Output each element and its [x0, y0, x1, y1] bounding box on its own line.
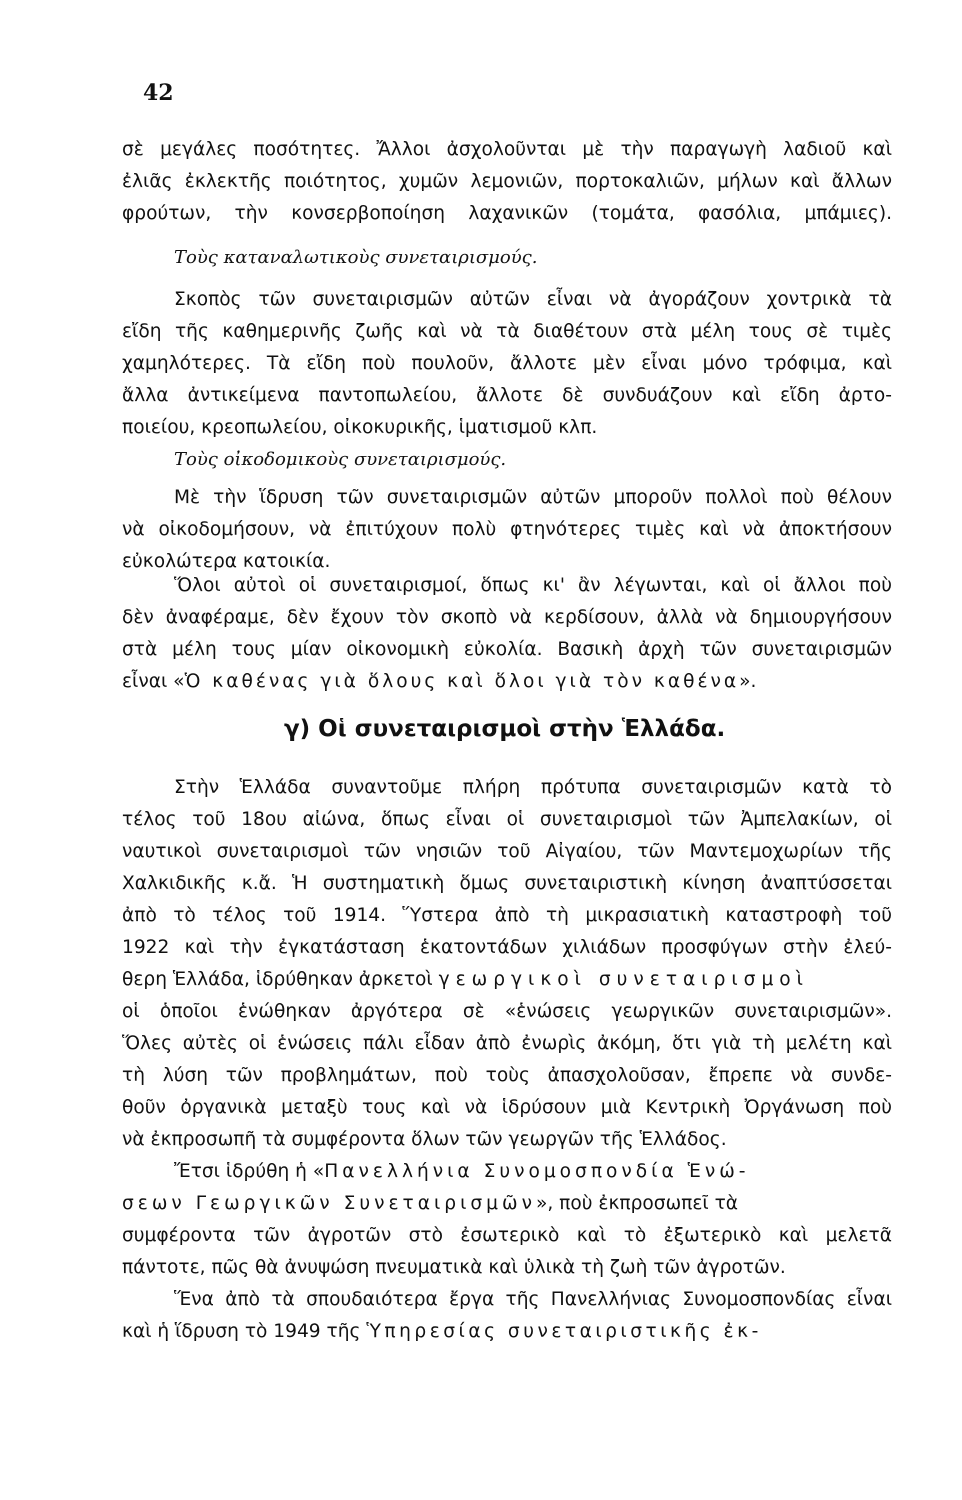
- text-line: χαμηλότερες. Τὰ εἴδη ποὺ πουλοῦν, ἄλλοτε μὲν εἶναι μόνο τρόφιμα, καὶ: [122, 353, 892, 374]
- text-fragment: θερη Ἑλλάδα, ἱδρύθηκαν ἀρκετοὶ: [122, 969, 439, 990]
- text-line: στὰ μέλη τους μίαν οἰκονομικὴ εὐκολία. Βασικὴ ἀρχὴ τῶν συνεταιρισμῶν: [122, 639, 892, 660]
- text-line: συμφέροντα τῶν ἀγροτῶν στὸ ἐσωτερικὸ καὶ τὸ ἐξωτερικὸ καὶ μελετᾶ: [122, 1225, 892, 1246]
- text-line: Σκοπὸς τῶν συνεταιρισμῶν αὐτῶν εἶναι νὰ ἀγοράζουν χοντρικὰ τὰ: [174, 289, 892, 310]
- spaced-text: Πανελλήνια Συνομοσπονδία Ἑνώ-: [324, 1161, 750, 1182]
- text-line: ναυτικοὶ συνεταιρισμοὶ τῶν νησιῶν τοῦ Αἰγαίου, τῶν Μαντεμοχωρίων τῆς: [122, 841, 892, 862]
- text-line: Ὅλοι αὐτοὶ οἱ συνεταιρισμοί, ὅπως κι' ἂν λέγωνται, καὶ οἱ ἄλλοι ποὺ: [174, 575, 892, 596]
- text-line: Ὅλες αὐτὲς οἱ ἑνώσεις πάλι εἶδαν ἀπὸ ἐνωρὶς ἀκόμη, ὅτι γιὰ τὴ μελέτη καὶ: [122, 1033, 892, 1054]
- text-line: θοῦν ὀργανικὰ μεταξὺ τους καὶ νὰ ἱδρύσουν μιὰ Κεντρικὴ Ὀργάνωση ποὺ: [122, 1097, 892, 1118]
- text-line: [122, 1188, 892, 1220]
- text-fragment: εἶναι «: [122, 671, 185, 692]
- text-fragment: καὶ ἡ ἵδρυση τὸ 1949 τῆς: [122, 1321, 367, 1342]
- text-line: δὲν ἀναφέραμε, δὲν ἔχουν τὸν σκοπὸ νὰ κερδίσουν, ἀλλὰ νὰ δημιουργήσουν: [122, 607, 892, 628]
- text-line: εὐκολώτερα κατοικία.: [122, 551, 331, 572]
- text-fragment: Ἔτσι ἱδρύθη ἡ «: [174, 1161, 325, 1182]
- text-line: εἴδη τῆς καθημερινῆς ζωῆς καὶ νὰ τὰ διαθέτουν στὰ μέλη τους σὲ τιμὲς: [122, 321, 892, 342]
- text-line: τέλος τοῦ 18ου αἰώνα, ὅπως εἶναι οἱ συνεταιρισμοὶ τῶν Ἀμπελακίων, οἱ: [122, 809, 892, 830]
- text-line: σὲ μεγάλες ποσότητες. Ἄλλοι ἀσχολοῦνται μὲ τὴν παραγωγὴ λαδιοῦ καὶ: [122, 139, 892, 160]
- text-fragment: », ποὺ ἐκπροσωπεῖ τὰ: [535, 1193, 739, 1214]
- text-line: πάντοτε, πῶς θὰ ἀνυψώση πνευματικὰ καὶ ὑλικὰ τὴ ζωὴ τῶν ἀγροτῶν.: [122, 1257, 786, 1278]
- spaced-text: σεων Γεωργικῶν Συνεταιρισμῶν: [122, 1193, 536, 1214]
- text-line: ποιείου, κρεοπωλείου, οἰκοκυρικῆς, ἱματισμοῦ κλπ.: [122, 417, 598, 438]
- spaced-text: Ὑπηρεσίας συνεταιριστικῆς ἐκ-: [366, 1321, 762, 1342]
- motto-text: Ὁ καθένας γιὰ ὅλους καὶ ὅλοι γιὰ τὸν καθένα: [184, 671, 740, 692]
- text-line: φρούτων, τὴν κονσερβοποίηση λαχανικῶν (τομάτα, φασόλια, μπάμιες).: [122, 203, 892, 224]
- spaced-text: γεωργικοὶ συνεταιρισμοὶ: [438, 969, 809, 990]
- text-line: Ἕνα ἀπὸ τὰ σπουδαιότερα ἔργα τῆς Πανελλήνιας Συνομοσπονδίας εἶναι: [174, 1289, 892, 1310]
- text-fragment: ».: [739, 671, 757, 692]
- text-line: [122, 1156, 892, 1188]
- text-line: τὴ λύση τῶν προβλημάτων, ποὺ τοὺς ἀπασχολοῦσαν, ἔπρεπε νὰ συνδε-: [122, 1065, 892, 1086]
- text-line-motto: [122, 666, 892, 698]
- text-line: ἀπὸ τὸ τέλος τοῦ 1914. Ὕστερα ἀπὸ τὴ μικρασιατικὴ καταστροφὴ τοῦ: [122, 905, 892, 926]
- subheading-text: Τοὺς οἰκοδομικοὺς συνεταιρισμούς.: [174, 449, 507, 470]
- page-number: 42: [143, 80, 174, 106]
- text-line: Μὲ τὴν ἵδρυση τῶν συνεταιρισμῶν αὐτῶν μποροῦν πολλοὶ ποὺ θέλουν: [174, 487, 892, 508]
- text-line: ἄλλα ἀντικείμενα παντοπωλείου, ἄλλοτε δὲ συνδυάζουν καὶ εἴδη ἀρτο-: [122, 385, 892, 406]
- text-line: ἐλιᾶς ἐκλεκτῆς ποιότητος, χυμῶν λεμονιῶν, πορτοκαλιῶν, μήλων καὶ ἄλλων: [122, 171, 892, 192]
- text-line: [122, 1316, 892, 1348]
- text-line: Χαλκιδικῆς κ.ἄ. Ἡ συστηματικὴ ὅμως συνεταιριστικὴ κίνηση ἀναπτύσσεται: [122, 873, 892, 894]
- text-line: οἱ ὁποῖοι ἑνώθηκαν ἀργότερα σὲ «ἑνώσεις γεωργικῶν συνεταιρισμῶν».: [122, 1001, 892, 1022]
- text-line: νὰ ἐκπροσωπῆ τὰ συμφέροντα ὅλων τῶν γεωργῶν τῆς Ἑλλάδος.: [122, 1129, 727, 1150]
- text-line: [122, 964, 892, 996]
- text-line: Στὴν Ἑλλάδα συναντοῦμε πλήρη πρότυπα συνεταιρισμῶν κατὰ τὸ: [174, 777, 892, 798]
- subheading-text: Τοὺς καταναλωτικοὺς συνεταιρισμούς.: [174, 247, 538, 268]
- section-title: γ) Οἱ συνεταιρισμοὶ στὴν Ἑλλάδα.: [284, 716, 726, 742]
- text-line: 1922 καὶ τὴν ἐγκατάσταση ἑκατοντάδων χιλιάδων προσφύγων στὴν ἐλεύ-: [122, 937, 892, 958]
- text-line: νὰ οἰκοδομήσουν, νὰ ἐπιτύχουν πολὺ φτηνότερες τιμὲς καὶ νὰ ἀποκτήσουν: [122, 519, 892, 540]
